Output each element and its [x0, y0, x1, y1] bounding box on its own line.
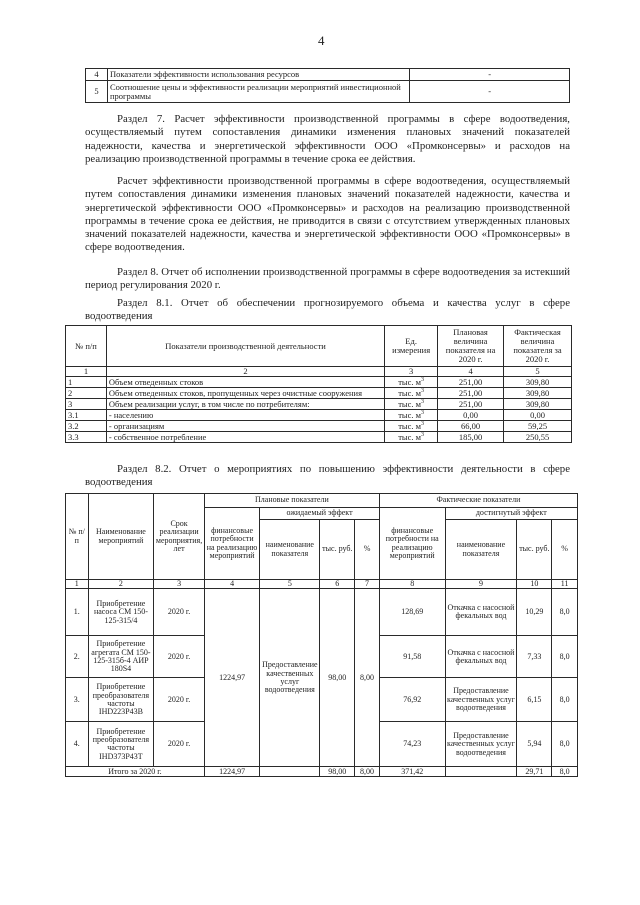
table-row [66, 589, 578, 636]
total-fin-fact: 371,42 [379, 767, 445, 777]
row-plan: 251,00 [438, 377, 504, 388]
row-fin-fact: 74,23 [379, 722, 445, 767]
merged-eff-pct: 8,00 [355, 589, 380, 767]
index-cell: 11 [552, 580, 578, 589]
table-row [86, 69, 570, 81]
table-row [66, 410, 572, 421]
section82-title: Раздел 8.2. Отчет о мероприятиях по повышению эффективности деятельности в сфере водоотведения [85, 463, 570, 489]
row-fact: 309,80 [504, 388, 572, 399]
total-ach-pct: 8,0 [552, 767, 578, 777]
row-num: 3 [66, 399, 107, 410]
header-pct: % [355, 520, 380, 580]
index-cell: 4 [204, 580, 259, 589]
header-name: Наименование мероприятий [88, 494, 154, 580]
table-row [66, 432, 572, 443]
row-fact: 309,80 [504, 399, 572, 410]
row-plan: 185,00 [438, 432, 504, 443]
header-name: Показатели производственной деятельности [106, 326, 384, 367]
header-thous: тыс. руб. [517, 520, 552, 580]
row-ach-name: Откачка с насосной фекальных вод [445, 589, 517, 636]
index-cell: 6 [320, 580, 355, 589]
row-fact: 59,25 [504, 421, 572, 432]
row-name: Приобретение насоса СМ 150-125-315/4 [88, 589, 154, 636]
row-unit: тыс. $м^3$ [385, 421, 438, 432]
row-name: - организациям [106, 421, 384, 432]
header-thous: тыс. руб. [320, 520, 355, 580]
row-value: - [410, 81, 570, 103]
row-fact: 250,55 [504, 432, 572, 443]
page-number: 4 [318, 33, 325, 48]
row-num: 3.3 [66, 432, 107, 443]
row-ach-pct: 8,0 [552, 636, 578, 678]
row-num: 5 [86, 81, 108, 103]
index-cell: 9 [445, 580, 517, 589]
row-num: 4. [66, 722, 89, 767]
index-row [66, 580, 578, 589]
row-name: Приобретение преобразователя частоты IHD373P43T [88, 722, 154, 767]
index-cell: 10 [517, 580, 552, 589]
row-ach-name: Предоставление качественных услуг водоотведения [445, 678, 517, 722]
row-ach-thous: 5,94 [517, 722, 552, 767]
row-num: 2. [66, 636, 89, 678]
total-eff-pct: 8,00 [355, 767, 380, 777]
indicators-table [85, 68, 570, 103]
row-name: Объем отведенных стоков [106, 377, 384, 388]
row-name: - собственное потребление [106, 432, 384, 443]
row-fin-fact: 128,69 [379, 589, 445, 636]
merged-effect-name: Предоставление качественных услуг водоотведения [260, 589, 320, 767]
row-plan: 251,00 [438, 399, 504, 410]
header-plan-group: Плановые показатели [204, 494, 379, 508]
row-plan: 66,00 [438, 421, 504, 432]
row-unit: тыс. $м^3$ [385, 399, 438, 410]
table-row [66, 388, 572, 399]
row-name: Приобретение преобразователя частоты IHD223P43B [88, 678, 154, 722]
index-row [66, 367, 572, 377]
total-fin-plan: 1224,97 [204, 767, 259, 777]
row-term: 2020 г. [154, 636, 205, 678]
total-label: Итого за 2020 г. [66, 767, 205, 777]
index-cell: 2 [88, 580, 154, 589]
row-plan: 0,00 [438, 410, 504, 421]
row-fin-fact: 91,58 [379, 636, 445, 678]
row-term: 2020 г. [154, 722, 205, 767]
total-row [66, 767, 578, 777]
row-num: 3.2 [66, 421, 107, 432]
index-cell: 3 [385, 367, 438, 377]
table-8-1 [65, 325, 572, 443]
header-num: № п/ п [66, 494, 89, 580]
row-ach-thous: 7,33 [517, 636, 552, 678]
table-header-row [66, 326, 572, 367]
row-fin-fact: 76,92 [379, 678, 445, 722]
row-name: Соотношение цены и эффективности реализации мероприятий инвестиционной программы [107, 81, 409, 103]
row-fact: 0,00 [504, 410, 572, 421]
total-empty [260, 767, 320, 777]
header-pct: % [552, 520, 578, 580]
table-header-row [66, 494, 578, 508]
table-row [66, 421, 572, 432]
row-name: Объем отведенных стоков, пропущенных через очистные сооружения [106, 388, 384, 399]
section7-paragraph-2: Расчет эффективности производственной программы в сфере водоотведения, осуществляемый путем сопоставления динамики изменения плановых значений показателей надежности, качества и энергетической эффективности ООО «Промконсервы» и расходов на реализацию производственной программы в течение срока ее действия, не приводится в связи с отсутствием утвержденных плановых значений показателей надежности, качества и энергетической эффективности ООО «Промконсервы» в сфере водоотведения. [85, 175, 570, 254]
table-row [66, 399, 572, 410]
table-row [66, 377, 572, 388]
header-num: № п/п [66, 326, 107, 367]
row-name: - населению [106, 410, 384, 421]
header-ach-name: наименование показателя [445, 520, 517, 580]
row-num: 2 [66, 388, 107, 399]
row-num: 1. [66, 589, 89, 636]
header-achieved: достигнутый эффект [445, 508, 577, 520]
merged-eff-thous: 98,00 [320, 589, 355, 767]
row-num: 3. [66, 678, 89, 722]
header-fin-plan: финансовые потребности на реализацию мероприятий [204, 508, 259, 580]
row-unit: тыс. $м^3$ [385, 388, 438, 399]
total-eff-thous: 98,00 [320, 767, 355, 777]
header-plan: Плановая величина показателя на 2020 г. [438, 326, 504, 367]
header-fin-fact: финансовые потребности на реализацию мероприятий [379, 508, 445, 580]
header-fact: Фактическая величина показателя за 2020 г. [504, 326, 572, 367]
index-cell: 4 [438, 367, 504, 377]
row-ach-thous: 10,29 [517, 589, 552, 636]
row-ach-pct: 8,0 [552, 589, 578, 636]
row-term: 2020 г. [154, 678, 205, 722]
header-expected: ожидаемый эффект [260, 508, 380, 520]
row-ach-thous: 6,15 [517, 678, 552, 722]
row-unit: тыс. $м^3$ [385, 410, 438, 421]
header-eff-name: наименование показателя [260, 520, 320, 580]
index-cell: 1 [66, 580, 89, 589]
section7-paragraph: Раздел 7. Расчет эффективности производственной программы в сфере водоотведения, осуществляемый путем сопоставления динамики изменения плановых значений показателей надежности, качества и энергетической эффективности ООО «Промконсервы» и расходов на реализацию производственной программы в течение срока ее действия. [85, 113, 570, 165]
table-8-2 [65, 493, 578, 777]
row-ach-pct: 8,0 [552, 722, 578, 767]
row-ach-name: Предоставление качественных услуг водоотведения [445, 722, 517, 767]
table-row [86, 81, 570, 103]
row-ach-name: Откачка с насосной фекальных вод [445, 636, 517, 678]
section8-title: Раздел 8. Отчет об исполнении производственной программы в сфере водоотведения за истекший период регулирования 2020 г. [85, 266, 570, 292]
row-fact: 309,80 [504, 377, 572, 388]
row-num: 3.1 [66, 410, 107, 421]
row-name: Приобретение агрегата СМ 150-125-315б-4 АИР 180S4 [88, 636, 154, 678]
index-cell: 5 [260, 580, 320, 589]
index-cell: 2 [106, 367, 384, 377]
header-term: Срок реализации мероприятия, лет [154, 494, 205, 580]
header-fact-group: Фактические показатели [379, 494, 577, 508]
index-cell: 5 [504, 367, 572, 377]
row-name: Объем реализации услуг, в том числе по потребителям: [106, 399, 384, 410]
total-empty [445, 767, 517, 777]
row-ach-pct: 8,0 [552, 678, 578, 722]
index-cell: 7 [355, 580, 380, 589]
row-unit: тыс. $м^3$ [385, 377, 438, 388]
row-num: 4 [86, 69, 108, 81]
total-ach-thous: 29,71 [517, 767, 552, 777]
index-cell: 8 [379, 580, 445, 589]
index-cell: 1 [66, 367, 107, 377]
row-term: 2020 г. [154, 589, 205, 636]
section81-title: Раздел 8.1. Отчет об обеспечении прогнозируемого объема и качества услуг в сфере водоотведения [85, 297, 570, 323]
row-name: Показатели эффективности использования ресурсов [107, 69, 409, 81]
header-unit: Ед. измерения [385, 326, 438, 367]
index-cell: 3 [154, 580, 205, 589]
row-plan: 251,00 [438, 388, 504, 399]
row-unit: тыс. $м^3$ [385, 432, 438, 443]
merged-fin-plan: 1224,97 [204, 589, 259, 767]
row-value: - [410, 69, 570, 81]
row-num: 1 [66, 377, 107, 388]
